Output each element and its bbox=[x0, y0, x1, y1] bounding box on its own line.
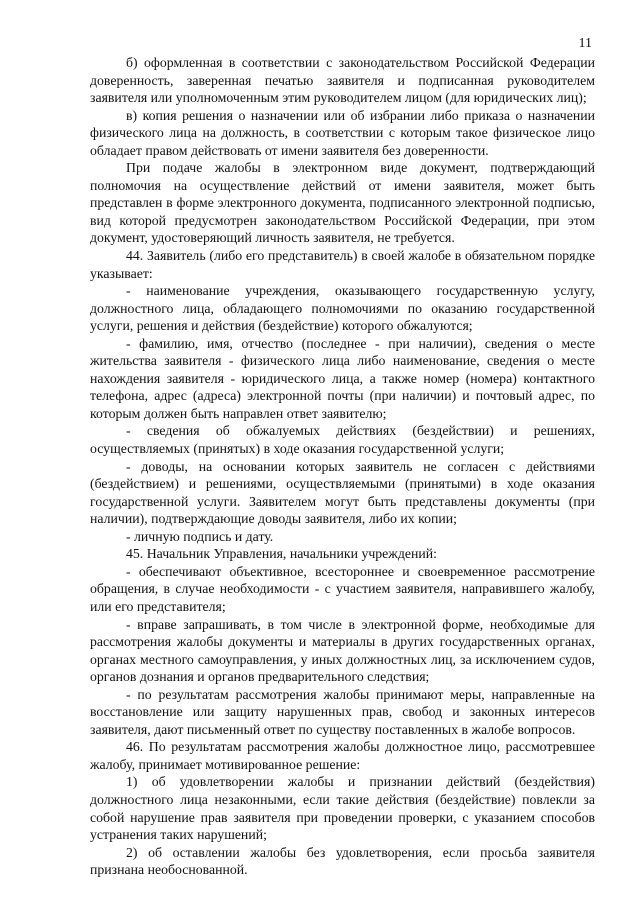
paragraph-45-heading: 45. Начальник Управления, начальники учреждений: bbox=[126, 546, 437, 562]
list-item-arguments: - доводы, на основании которых заявитель не согласен с действиями (бездействием) и решениями, осуществляемыми (принятыми) в ходе оказания государственной услуги. Заявителем могут быть представлены документы (при наличии), подтверждающие доводы заявителя, либо их копии; bbox=[90, 458, 595, 527]
paragraph-44-heading: 44. Заявитель (либо его представитель) в своей жалобе в обязательном порядке указывает: bbox=[90, 248, 595, 281]
decision-item-reject: 2) об оставлении жалобы без удовлетворения, если просьба заявителя признана необоснованной. bbox=[90, 844, 595, 878]
paragraph-electronic-submission: При подаче жалобы в электронном виде документ, подтверждающий полномочия на осуществление действий от имени заявителя, может быть представлен в форме электронного документа, подписанного электронной подписью, вид которой предусмотрен законодательством Российской Федерации, при этом документ, удостоверяющий личность заявителя, не требуется. bbox=[90, 160, 595, 246]
list-item-ensure-review: - обеспечивают объективное, всестороннее и своевременное рассмотрение обращения, в случае необходимости - с участием заявителя, направившего жалобу, или его представителя; bbox=[90, 563, 595, 614]
list-item-institution-name: - наименование учреждения, оказывающего государственную услугу, должностного лица, обладающего полномочиями по оказанию государственной услуги, решения и действия (бездействие) которого обжалуются; bbox=[90, 283, 595, 334]
decision-item-satisfy: 1) об удовлетворении жалобы и признании действий (бездействия) должностного лица незаконными, если такие действия (бездействие) повлекли за собой нарушение прав заявителя при проведении проверки, с указанием способов устранения таких нарушений; bbox=[90, 774, 595, 843]
list-item-appealed-actions: - сведения об обжалуемых действиях (бездействии) и решениях, осуществляемых (принятых) в ходе оказания государственной услуги; bbox=[90, 423, 595, 457]
list-item-take-measures: - по результатам рассмотрения жалобы принимают меры, направленные на восстановление или защиту нарушенных прав, свобод и законных интересов заявителя, дают письменный ответ по существу поставленных в жалобе вопросов. bbox=[90, 686, 595, 737]
paragraph-46-heading: 46. По результатам рассмотрения жалобы должностное лицо, рассмотревшее жалобу, принимает мотивированное решение: bbox=[90, 739, 595, 772]
list-item-request-documents: - вправе запрашивать, в том числе в электронной форме, необходимые для рассмотрения жалобы документы и материалы в других государственных органах, органах местного самоуправления, у иных должностных лиц, за исключением судов, органов дознания и органов предварительного следствия; bbox=[90, 616, 595, 685]
paragraph-v-appointment-copy: в) копия решения о назначении или об избрании либо приказа о назначении физического лица на должность, в соответствии с которым такое физическое лицо обладает правом действовать от имени заявителя без доверенности. bbox=[90, 107, 595, 158]
list-item-signature-date: - личную подпись и дату. bbox=[126, 528, 274, 544]
page-number: 11 bbox=[578, 36, 592, 51]
list-item-applicant-details: - фамилию, имя, отчество (последнее - при наличии), сведения о месте жительства заявителя - физического лица либо наименование, сведения о месте нахождения заявителя - юридического лица, а также номер (номера) контактного телефона, адрес (адреса) электронной почты (при наличии) и почтовый адрес, по которым должен быть направлен ответ заявителю; bbox=[90, 335, 595, 421]
paragraph-b-power-of-attorney: б) оформленная в соответствии с законодательством Российской Федерации доверенность, заверенная печатью заявителя и подписанная руководителем заявителя или уполномоченным этим руководителем лицом (для юридических лиц); bbox=[90, 55, 595, 106]
document-body bbox=[90, 54, 595, 879]
